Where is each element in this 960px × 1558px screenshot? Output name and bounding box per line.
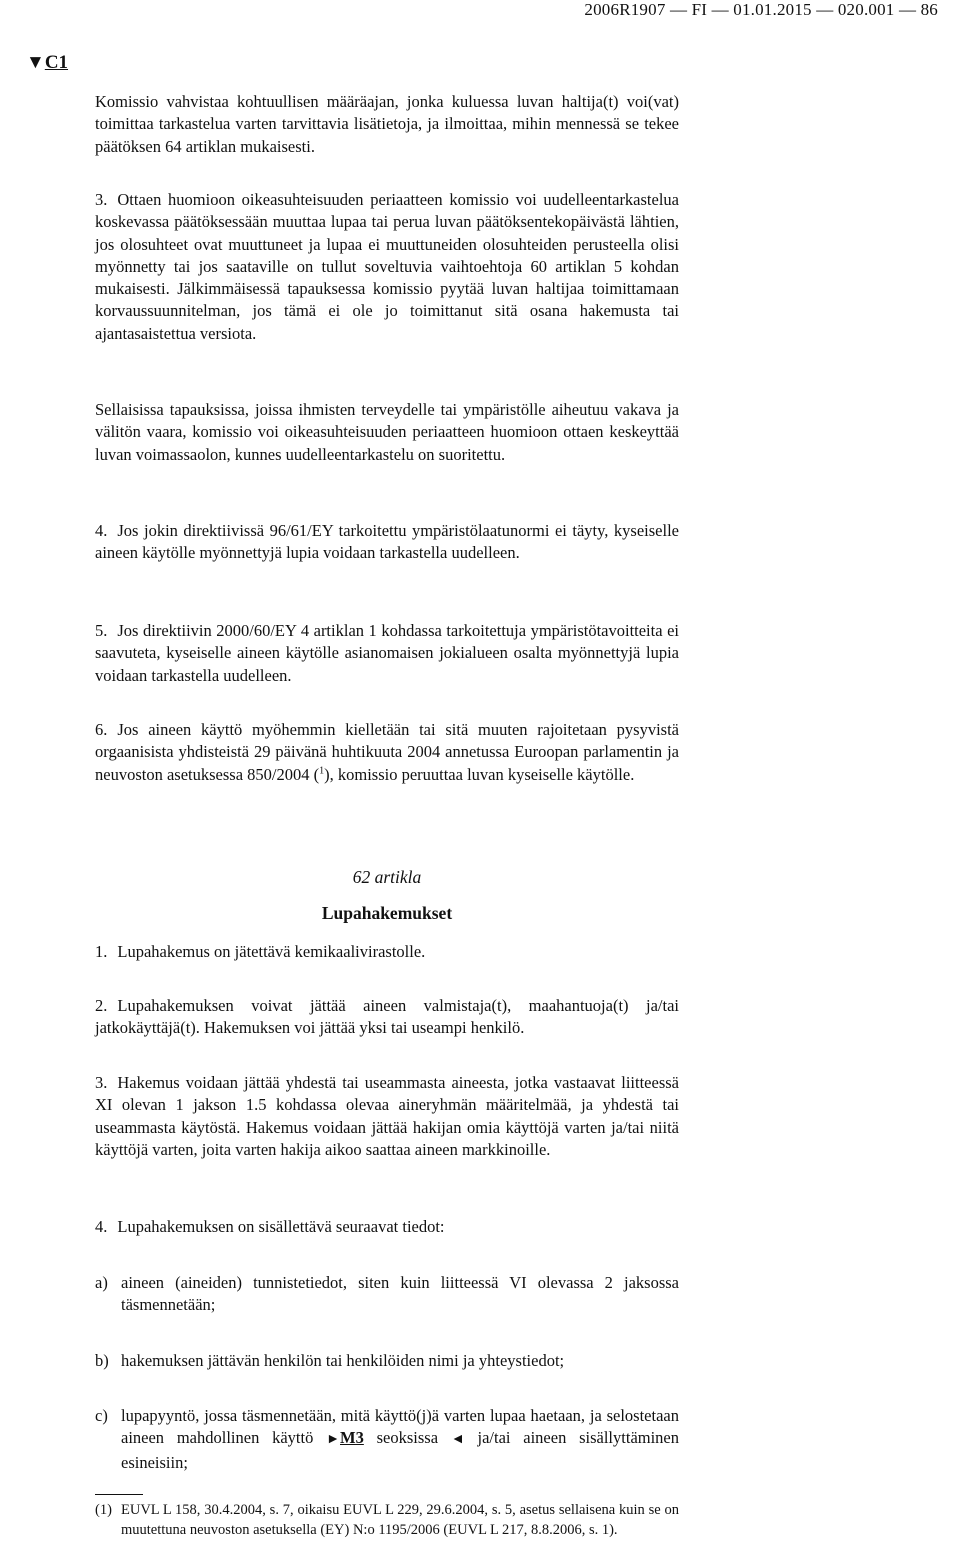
amendment-start-arrow-icon: ► xyxy=(326,1432,341,1448)
paragraph-number: 5. xyxy=(95,621,108,640)
paragraph-text: Lupahakemuksen voivat jättää aineen valmistaja(t), maahantuoja(t) ja/tai jatkokäyttäjä(t). Hakemuksen voi jättää yksi tai useampi henkilö. xyxy=(95,996,679,1038)
paragraph-number: 1. xyxy=(95,942,108,961)
triangle-down-icon: ▼ xyxy=(26,52,45,73)
paragraph-text-end: ), komissio peruuttaa luvan kyseiselle käytölle. xyxy=(324,764,635,784)
paragraph-text: Jos direktiivin 2000/60/EY 4 artiklan 1 kohdassa tarkoitettuja ympäristötavoitteita ei saavuteta, kyseiselle aineen käytölle asianomaisen jokialueen osalta myönnettyjä lupia voidaan tarkastella uudelleen. xyxy=(95,621,679,685)
paragraph-suspension: Sellaisissa tapauksissa, joissa ihmisten terveydelle tai ympäristölle aiheutuu vakava ja välitön vaara, komissio voi oikeasuhteisuuden periaatteen huomioon ottaen keskeyttää luvan voimassaolon, kunnes uudelleentarkastelu on suoritettu. xyxy=(95,400,679,464)
list-item-label: b) xyxy=(95,1351,109,1370)
list-item-c xyxy=(95,1405,679,1474)
list-item-text: aineen (aineiden) tunnistetiedot, siten kuin liitteessä VI olevassa 2 jaksossa täsmennetään; xyxy=(121,1273,679,1315)
paragraph-text: Ottaen huomioon oikeasuhteisuuden periaatteen komissio voi uudelleentarkastelua koskevassa päätöksessään muuttaa lupaa tai perua luvan päätöksentekopäivästä lähtien, jos olosuhteet ovat muuttuneet ja lupaa ei muuttuneiden olosuhteiden perusteella olisi myönnetty tai jos saataville on tullut soveltuvia vaihtoehtoja 60 artiklan 5 kohdan mukaisesti. Jälkimmäisessä tapauksessa komissio pyytää luvan haltijaa toimittamaan korvaussuunnitelman, jos tämä ei ole jo toimittanut sitä osana hakemusta tai ajantasaistettua versiota. xyxy=(95,190,679,343)
list-item-text xyxy=(121,1405,679,1474)
paragraph-text: Lupahakemuksen on sisällettävä seuraavat tiedot: xyxy=(117,1217,445,1236)
article-title: Lupahakemukset xyxy=(321,903,453,923)
paragraph-number: 2. xyxy=(95,996,108,1015)
paragraph-number: 3. xyxy=(95,1073,108,1092)
list-item-b xyxy=(95,1350,679,1372)
footnote-1 xyxy=(95,1500,679,1540)
paragraph-3 xyxy=(95,189,679,345)
footnote-reference[interactable]: 1 xyxy=(319,765,325,777)
article-number: 62 artikla xyxy=(352,867,422,887)
paragraph-4 xyxy=(95,520,679,565)
paragraph-number: 6. xyxy=(95,720,108,739)
paragraph-text: Jos jokin direktiivissä 96/61/EY tarkoitettu ympäristölaatunormi ei täyty, kyseiselle aineen käytölle myönnettyjä lupia voidaan tarkastella uudelleen. xyxy=(95,521,679,563)
amendment-text: seoksissa xyxy=(363,1428,451,1448)
article-paragraph-4 xyxy=(95,1216,679,1238)
paragraph-text: Lupahakemus on jätettävä kemikaalivirastolle. xyxy=(117,942,426,961)
footnote-text: EUVL L 158, 30.4.2004, s. 7, oikaisu EUVL L 229, 29.6.2004, s. 5, asetus sellaisena kuin se on muutettuna neuvoston asetuksella (EY) N:o 1195/2006 (EUVL L 217, 8.8.2006, s. 1). xyxy=(121,1502,679,1538)
footnote-divider xyxy=(95,1494,143,1495)
list-item-label: c) xyxy=(95,1406,108,1425)
footnote-number: (1) xyxy=(95,1502,112,1518)
list-item-text-end: ja/tai aineen sisällyttäminen esineisiin; xyxy=(121,1428,680,1472)
list-item-label: a) xyxy=(95,1273,108,1292)
amendment-link-m3[interactable]: M3 xyxy=(340,1428,364,1448)
article-paragraph-2 xyxy=(95,995,679,1040)
amendment-end-arrow-icon: ◄ xyxy=(450,1432,465,1448)
list-item-a xyxy=(95,1272,679,1317)
paragraph-deadline: Komissio vahvistaa kohtuullisen määräajan, jonka kuluessa luvan haltija(t) voi(vat) toimittaa tarkastelua varten tarvittavia lisätietoja, ja ilmoittaa, mihin mennessä se tekee päätöksen 64 artiklan mukaisesti. xyxy=(95,92,679,156)
article-paragraph-1 xyxy=(95,941,679,963)
marker-label[interactable]: C1 xyxy=(44,52,69,73)
consolidation-marker xyxy=(26,52,68,74)
document-reference-header: 2006R1907 — FI — 01.01.2015 — 020.001 — 86 xyxy=(584,0,938,19)
list-item-text-start: lupapyyntö, jossa täsmennetään, mitä käyttö(j)ä varten lupaa haetaan, ja selostetaan aineen mahdollinen käyttö xyxy=(121,1406,679,1448)
paragraph-5 xyxy=(95,620,679,687)
paragraph-6 xyxy=(95,719,679,786)
paragraph-number: 3. xyxy=(95,190,108,209)
article-paragraph-3 xyxy=(95,1072,679,1161)
paragraph-text: Jos aineen käyttö myöhemmin kielletään tai sitä muuten rajoitetaan pysyvistä orgaanisista yhdisteistä 29 päivänä huhtikuuta 2004 annetussa Euroopan parlamentin ja neuvoston asetuksessa 850/2004 ( xyxy=(95,720,679,784)
paragraph-text: Hakemus voidaan jättää yhdestä tai useammasta aineesta, jotka vastaavat liitteessä XI olevan 1 jakson 1.5 kohdassa olevaa aineryhmän määritelmää, ja yhdestä tai useammasta käytöstä. Hakemus voidaan jättää hakijan omia käyttöjä varten ja/tai niitä käyttöjä varten, joita varten hakija aikoo saattaa aineen markkinoille. xyxy=(95,1073,679,1159)
paragraph-number: 4. xyxy=(95,521,108,540)
list-item-text: hakemuksen jättävän henkilön tai henkilöiden nimi ja yhteystiedot; xyxy=(121,1351,565,1370)
paragraph-number: 4. xyxy=(95,1217,108,1236)
